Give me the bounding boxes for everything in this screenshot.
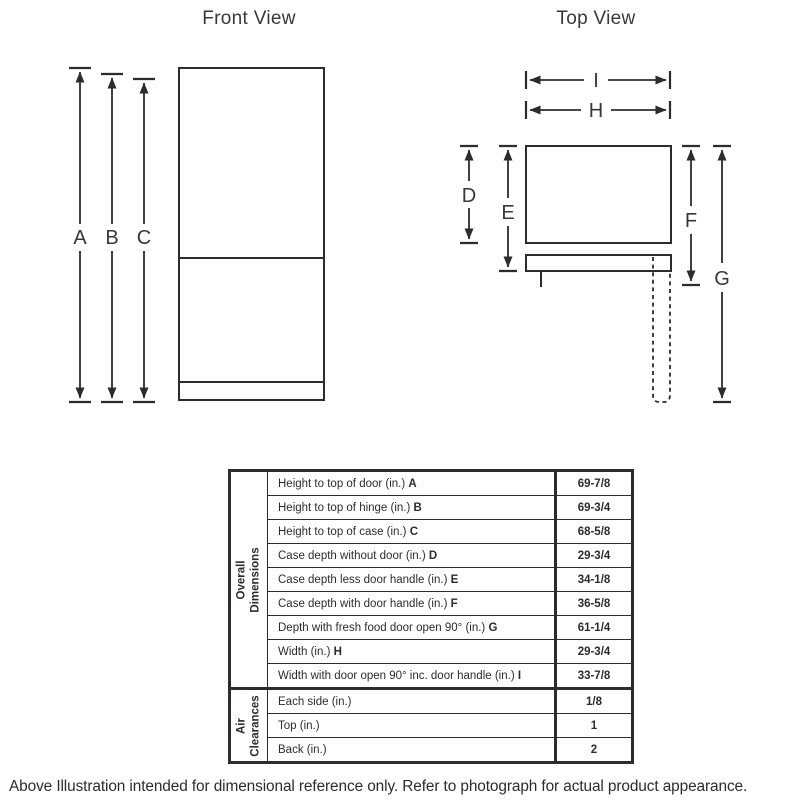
dim-arrow-b bbox=[101, 74, 123, 402]
dim-arrow-d bbox=[460, 146, 478, 243]
dim-arrow-a bbox=[69, 68, 91, 402]
group-label-cell-air-clearances bbox=[230, 689, 268, 763]
dim-label-c: C bbox=[136, 227, 152, 249]
dimension-desc-cell: Height to top of door (in.) A bbox=[268, 471, 556, 496]
clearance-value-cell: 1/8 bbox=[556, 689, 633, 714]
dimension-desc-cell: Height to top of hinge (in.) B bbox=[268, 496, 556, 520]
group-label-air-clearances: Air Clearances bbox=[235, 694, 262, 757]
dimension-value-cell: 69-3/4 bbox=[556, 496, 633, 520]
group-label-cell-overall-dimensions bbox=[230, 471, 268, 689]
clearance-value-cell: 1 bbox=[556, 714, 633, 738]
dimension-desc-cell: Case depth less door handle (in.) E bbox=[268, 568, 556, 592]
dim-arrow-g bbox=[713, 146, 731, 402]
dimension-desc-cell: Depth with fresh food door open 90° (in.) G bbox=[268, 616, 556, 640]
dim-label-h: H bbox=[588, 100, 604, 122]
dim-label-f: F bbox=[684, 210, 698, 232]
dim-arrow-c bbox=[133, 79, 155, 402]
front-view-diagram bbox=[69, 8, 324, 402]
table-row bbox=[230, 471, 633, 496]
dimension-value-cell: 68-5/8 bbox=[556, 520, 633, 544]
table-row bbox=[230, 714, 633, 738]
dimension-desc-cell: Width with door open 90° inc. door handle (in.) I bbox=[268, 664, 556, 689]
table-row bbox=[230, 568, 633, 592]
dimension-value-cell: 33-7/8 bbox=[556, 664, 633, 689]
dimension-value-cell: 29-3/4 bbox=[556, 544, 633, 568]
dim-label-i: I bbox=[593, 70, 599, 92]
dim-arrow-f bbox=[682, 146, 700, 285]
dim-arrow-h bbox=[526, 100, 670, 122]
table-row bbox=[230, 592, 633, 616]
dim-label-b: B bbox=[105, 227, 119, 249]
dim-arrow-e bbox=[499, 146, 517, 271]
dim-arrow-i bbox=[526, 70, 670, 92]
table-row bbox=[230, 664, 633, 689]
dimension-desc-cell: Case depth with door handle (in.) F bbox=[268, 592, 556, 616]
clearance-desc-cell: Each side (in.) bbox=[268, 689, 556, 714]
disclaimer-caption: Above Illustration intended for dimensional reference only. Refer to photograph for actual product appearance. bbox=[9, 778, 748, 795]
dim-label-g: G bbox=[714, 268, 730, 290]
dim-label-d: D bbox=[461, 185, 477, 207]
dim-label-a: A bbox=[73, 227, 87, 249]
dimensions-table bbox=[228, 469, 634, 764]
door-open-dashed-outline bbox=[653, 257, 670, 402]
top-view-title: Top View bbox=[556, 8, 636, 29]
dimension-value-cell: 61-1/4 bbox=[556, 616, 633, 640]
table-row bbox=[230, 689, 633, 714]
dimension-desc-cell: Case depth without door (in.) D bbox=[268, 544, 556, 568]
fridge-outline bbox=[179, 68, 324, 400]
table-row bbox=[230, 738, 633, 763]
group-label-overall-dimensions: Overall Dimensions bbox=[235, 546, 262, 613]
clearance-desc-cell: Back (in.) bbox=[268, 738, 556, 763]
clearance-value-cell: 2 bbox=[556, 738, 633, 763]
table-row bbox=[230, 496, 633, 520]
dimension-value-cell: 34-1/8 bbox=[556, 568, 633, 592]
dimension-value-cell: 69-7/8 bbox=[556, 471, 633, 496]
table-row bbox=[230, 616, 633, 640]
dimension-value-cell: 29-3/4 bbox=[556, 640, 633, 664]
dim-label-e: E bbox=[501, 202, 515, 224]
dimension-value-cell: 36-5/8 bbox=[556, 592, 633, 616]
door-top-outline bbox=[526, 255, 671, 271]
clearance-desc-cell: Top (in.) bbox=[268, 714, 556, 738]
table-row bbox=[230, 640, 633, 664]
dimension-desc-cell: Height to top of case (in.) C bbox=[268, 520, 556, 544]
top-view-diagram bbox=[460, 8, 731, 402]
front-view-title: Front View bbox=[202, 8, 296, 29]
case-top-outline bbox=[526, 146, 671, 243]
dimension-desc-cell: Width (in.) H bbox=[268, 640, 556, 664]
table-row bbox=[230, 520, 633, 544]
table-row bbox=[230, 544, 633, 568]
